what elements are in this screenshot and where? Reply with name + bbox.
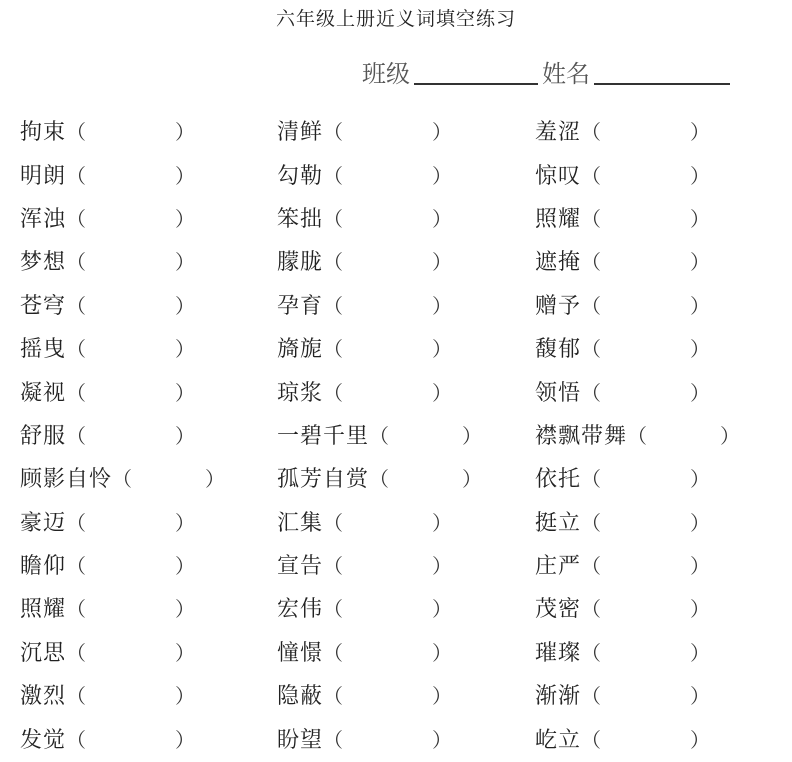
exercise-row <box>0 500 792 543</box>
exercise-row <box>0 673 792 716</box>
exercise-item <box>20 326 196 369</box>
paren-open: （ <box>66 554 88 579</box>
paren-close: ） <box>432 727 454 752</box>
exercise-item <box>277 196 453 239</box>
paren-open: （ <box>323 293 345 318</box>
paren-close: ） <box>690 120 712 145</box>
paren-close: ） <box>432 380 454 405</box>
paren-open: （ <box>627 423 649 448</box>
paren-open: （ <box>66 293 88 318</box>
word: 旖旎 <box>277 337 324 363</box>
exercise-row <box>0 716 792 759</box>
paren-open: （ <box>581 597 603 622</box>
exercise-item <box>535 673 711 716</box>
exercise-item <box>277 673 453 716</box>
exercise-item <box>277 326 453 369</box>
paren-close: ） <box>432 337 454 362</box>
paren-open: （ <box>66 640 88 665</box>
exercise-item <box>20 630 196 673</box>
word: 羞涩 <box>535 120 582 146</box>
word-grid <box>0 109 792 760</box>
paren-close: ） <box>432 510 454 535</box>
paren-close: ） <box>690 554 712 579</box>
word: 沉思 <box>20 640 67 666</box>
paren-open: （ <box>323 120 345 145</box>
paren-open: （ <box>66 337 88 362</box>
word: 憧憬 <box>277 640 324 666</box>
paren-close: ） <box>175 640 197 665</box>
word: 渐渐 <box>535 684 582 710</box>
paren-close: ） <box>690 163 712 188</box>
paren-open: （ <box>66 380 88 405</box>
paren-open: （ <box>581 206 603 231</box>
class-label: 班级 <box>362 60 410 88</box>
word: 惊叹 <box>535 163 582 189</box>
paren-open: （ <box>66 120 88 145</box>
word: 照耀 <box>20 597 67 623</box>
worksheet-title: 六年级上册近义词填空练习 <box>275 8 516 30</box>
exercise-item <box>20 283 196 326</box>
paren-close: ） <box>175 380 197 405</box>
paren-close: ） <box>462 467 484 492</box>
name-blank[interactable] <box>594 55 730 85</box>
exercise-row <box>0 586 792 629</box>
word: 孕育 <box>277 293 324 319</box>
exercise-item <box>20 239 196 282</box>
paren-close: ） <box>175 423 197 448</box>
word: 琼浆 <box>277 380 324 406</box>
exercise-item <box>277 630 453 673</box>
exercise-item <box>535 543 711 586</box>
exercise-row <box>0 456 792 499</box>
word: 笨拙 <box>277 206 324 232</box>
paren-close: ） <box>432 554 454 579</box>
paren-close: ） <box>432 120 454 145</box>
word: 隐蔽 <box>277 684 324 710</box>
word: 屹立 <box>535 727 582 753</box>
paren-close: ） <box>432 640 454 665</box>
paren-open: （ <box>66 684 88 709</box>
word: 激烈 <box>20 684 67 710</box>
exercise-item <box>20 456 226 499</box>
paren-close: ） <box>205 467 227 492</box>
word: 梦想 <box>20 250 67 276</box>
word: 舒服 <box>20 423 67 449</box>
word: 汇集 <box>277 510 324 536</box>
word: 瞻仰 <box>20 554 67 580</box>
paren-close: ） <box>175 293 197 318</box>
exercise-row <box>0 369 792 412</box>
exercise-item <box>535 326 711 369</box>
word: 襟飘带舞 <box>535 423 628 449</box>
word: 依托 <box>535 467 582 493</box>
exercise-item <box>277 543 453 586</box>
paren-open: （ <box>112 467 134 492</box>
exercise-item <box>535 152 711 195</box>
paren-open: （ <box>581 640 603 665</box>
paren-open: （ <box>66 206 88 231</box>
paren-close: ） <box>690 510 712 535</box>
paren-open: （ <box>66 163 88 188</box>
exercise-row <box>0 283 792 326</box>
word: 孤芳自赏 <box>277 467 370 493</box>
exercise-item <box>20 586 196 629</box>
exercise-item <box>535 196 711 239</box>
exercise-item <box>20 152 196 195</box>
paren-open: （ <box>323 380 345 405</box>
paren-open: （ <box>323 510 345 535</box>
word: 一碧千里 <box>277 423 370 449</box>
paren-close: ） <box>432 597 454 622</box>
exercise-item <box>535 413 741 456</box>
exercise-item <box>20 196 196 239</box>
paren-open: （ <box>369 423 391 448</box>
paren-close: ） <box>432 206 454 231</box>
word: 盼望 <box>277 727 324 753</box>
paren-close: ） <box>432 684 454 709</box>
paren-open: （ <box>66 510 88 535</box>
paren-close: ） <box>690 380 712 405</box>
paren-open: （ <box>581 467 603 492</box>
exercise-row <box>0 413 792 456</box>
paren-close: ） <box>690 337 712 362</box>
paren-open: （ <box>581 250 603 275</box>
word: 豪迈 <box>20 510 67 536</box>
paren-close: ） <box>690 727 712 752</box>
exercise-row <box>0 630 792 673</box>
exercise-row <box>0 196 792 239</box>
paren-close: ） <box>175 250 197 275</box>
student-info <box>362 54 734 88</box>
paren-open: （ <box>323 163 345 188</box>
paren-open: （ <box>323 554 345 579</box>
word: 朦胧 <box>277 250 324 276</box>
exercise-item <box>535 586 711 629</box>
exercise-item <box>535 630 711 673</box>
paren-close: ） <box>175 337 197 362</box>
paren-open: （ <box>66 597 88 622</box>
word: 宣告 <box>277 554 324 580</box>
exercise-item <box>535 283 711 326</box>
exercise-item <box>20 369 196 412</box>
word: 摇曳 <box>20 337 67 363</box>
word: 清鲜 <box>277 120 324 146</box>
paren-open: （ <box>323 684 345 709</box>
paren-open: （ <box>581 380 603 405</box>
exercise-item <box>277 500 453 543</box>
exercise-item <box>277 716 453 759</box>
exercise-item <box>20 716 196 759</box>
exercise-item <box>535 109 711 152</box>
word: 领悟 <box>535 380 582 406</box>
exercise-item <box>535 369 711 412</box>
paren-close: ） <box>432 250 454 275</box>
class-blank[interactable] <box>414 55 538 85</box>
paren-open: （ <box>581 293 603 318</box>
paren-open: （ <box>66 423 88 448</box>
exercise-item <box>277 369 453 412</box>
paren-close: ） <box>175 597 197 622</box>
word: 茂密 <box>535 597 582 623</box>
word: 凝视 <box>20 380 67 406</box>
paren-open: （ <box>581 510 603 535</box>
word: 顾影自怜 <box>20 467 113 493</box>
word: 照耀 <box>535 206 582 232</box>
exercise-item <box>535 456 711 499</box>
paren-close: ） <box>175 206 197 231</box>
paren-close: ） <box>175 120 197 145</box>
paren-close: ） <box>432 163 454 188</box>
paren-open: （ <box>323 206 345 231</box>
paren-close: ） <box>690 206 712 231</box>
paren-close: ） <box>462 423 484 448</box>
exercise-item <box>535 500 711 543</box>
exercise-item <box>277 413 483 456</box>
word: 浑浊 <box>20 206 67 232</box>
paren-close: ） <box>175 510 197 535</box>
paren-close: ） <box>690 684 712 709</box>
paren-close: ） <box>690 250 712 275</box>
exercise-item <box>277 283 453 326</box>
paren-open: （ <box>323 640 345 665</box>
exercise-item <box>20 673 196 716</box>
paren-open: （ <box>581 727 603 752</box>
paren-close: ） <box>175 727 197 752</box>
exercise-item <box>277 109 453 152</box>
exercise-item <box>277 456 483 499</box>
paren-close: ） <box>175 163 197 188</box>
exercise-row <box>0 152 792 195</box>
exercise-row <box>0 326 792 369</box>
paren-open: （ <box>581 554 603 579</box>
paren-close: ） <box>690 293 712 318</box>
exercise-item <box>277 152 453 195</box>
exercise-item <box>20 109 196 152</box>
word: 庄严 <box>535 554 582 580</box>
word: 明朗 <box>20 163 67 189</box>
word: 勾勒 <box>277 163 324 189</box>
exercise-row <box>0 543 792 586</box>
paren-open: （ <box>66 250 88 275</box>
exercise-item <box>535 716 711 759</box>
paren-open: （ <box>581 337 603 362</box>
paren-close: ） <box>175 684 197 709</box>
word: 拘束 <box>20 120 67 146</box>
word: 苍穹 <box>20 293 67 319</box>
word: 璀璨 <box>535 640 582 666</box>
word: 赠予 <box>535 293 582 319</box>
paren-open: （ <box>323 727 345 752</box>
word: 发觉 <box>20 727 67 753</box>
paren-close: ） <box>175 554 197 579</box>
paren-open: （ <box>581 684 603 709</box>
exercise-row <box>0 109 792 152</box>
paren-close: ） <box>690 640 712 665</box>
name-label: 姓名 <box>542 60 590 88</box>
paren-close: ） <box>720 423 742 448</box>
exercise-item <box>277 239 453 282</box>
paren-open: （ <box>323 597 345 622</box>
word: 遮掩 <box>535 250 582 276</box>
paren-open: （ <box>581 120 603 145</box>
exercise-row <box>0 239 792 282</box>
exercise-item <box>277 586 453 629</box>
exercise-item <box>20 543 196 586</box>
paren-open: （ <box>66 727 88 752</box>
paren-open: （ <box>323 337 345 362</box>
word: 馥郁 <box>535 337 582 363</box>
paren-open: （ <box>369 467 391 492</box>
paren-close: ） <box>690 597 712 622</box>
paren-open: （ <box>323 250 345 275</box>
exercise-item <box>20 413 196 456</box>
exercise-item <box>20 500 196 543</box>
paren-open: （ <box>581 163 603 188</box>
exercise-item <box>535 239 711 282</box>
paren-close: ） <box>690 467 712 492</box>
word: 宏伟 <box>277 597 324 623</box>
paren-close: ） <box>432 293 454 318</box>
word: 挺立 <box>535 510 582 536</box>
